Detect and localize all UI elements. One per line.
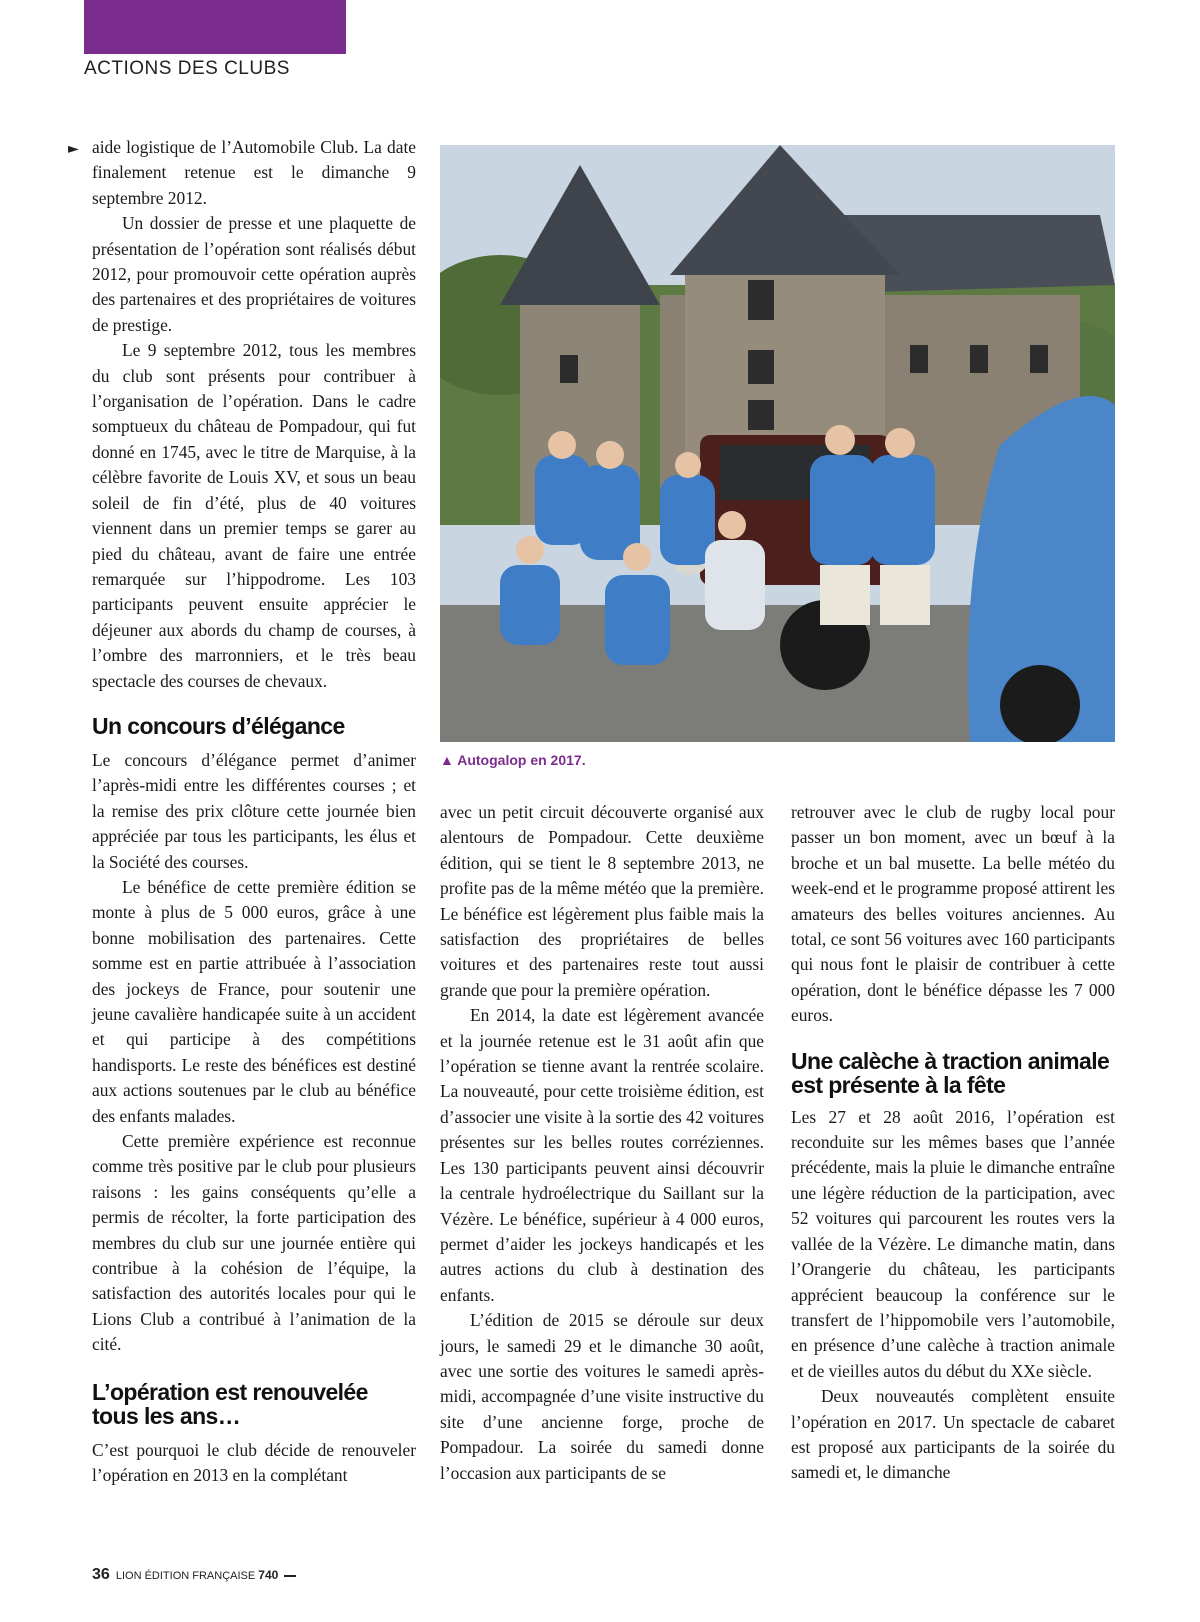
photo-caption: ▲ Autogalop en 2017.	[440, 752, 586, 768]
issue-number: 740	[258, 1568, 279, 1582]
paragraph: retrouver avec le club de rugby local pour passer un bon moment, avec un bœuf à la broche et un bal musette. La belle météo du week-end et le programme proposé attirent les amateurs des belles voitures anciennes. Au total, ce sont 56 voitures avec 160 participants qui nous font le plaisir de contribuer à cette opération, dont le bénéfice dépasse les 7 000 euros.	[791, 802, 1115, 1026]
paragraph: Le 9 septembre 2012, tous les membres du club sont présents pour contribuer à l’organisation de l’opération. Dans le cadre somptueux du château de Pompadour, qui fut donné en 1745, avec le titre de Marquise, à la célèbre favorite de Louis XV, et sous un beau soleil de fin d’été, plus de 40 voitures viennent dans un premier temps se garer au pied du château, avant de faire une entrée remarquée sur l’hippodrome. Les 103 participants peuvent ensuite apprécier le déjeuner aux abords du champ de courses, à l’ombre des marronniers, et le très beau spectacle des courses de chevaux.	[92, 340, 416, 691]
subheading: Une calèche à traction animale est présente à la fête	[791, 1047, 1110, 1098]
continuation-arrow-icon: ►	[68, 141, 79, 157]
column-3	[791, 800, 1115, 1486]
paragraph: Un dossier de presse et une plaquette de présentation de l’opération sont réalisés début 2012, pour promouvoir cette opération auprès des partenaires et des propriétaires de voitures de prestige.	[92, 213, 416, 335]
paragraph: Cette première expérience est reconnue comme très positive par le club pour plusieurs raisons : les gains conséquents qu’elle a permis de récolter, la forte participation des membres du club sur une journée entière qui contribue à la cohésion de l’équipe, la satisfaction des autorités locales pour qui le Lions Club a contribué à l’animation de la cité.	[92, 1131, 416, 1355]
footer-dash	[284, 1575, 296, 1577]
subheading: L’opération est renouvelée tous les ans…	[92, 1378, 368, 1429]
column-2	[440, 800, 764, 1486]
paragraph: avec un petit circuit découverte organisé aux alentours de Pompadour. Cette deuxième édition, qui se tient le 8 septembre 2013, ne profite pas de la même météo que la première. Le bénéfice est légèrement plus faible mais la satisfaction des propriétaires de belles voitures et des partenaires reste tout aussi grande que pour la première opération.	[440, 802, 764, 1000]
page-footer	[92, 1566, 296, 1584]
page-number: 36	[92, 1566, 110, 1583]
paragraph: En 2014, la date est légèrement avancée et la journée retenue est le 31 août afin que l’opération se tienne avant la rentrée scolaire. La nouveauté, pour cette troisième édition, est d’associer une visite à la sortie des 42 voitures présentes sur les belles routes corréziennes. Les 130 participants peuvent ainsi découvrir la centrale hydroélectrique du Saillant sur la Vézère. Le bénéfice, supérieur à 4 000 euros, permet d’aider les jockeys handicapés et les autres actions du club à destination des enfants.	[440, 1005, 764, 1305]
paragraph: Les 27 et 28 août 2016, l’opération est reconduite sur les mêmes bases que l’année précédente, mais la pluie le dimanche entraîne une légère réduction de la participation, avec 52 voitures qui parcourent les routes vers la vallée de la Vézère. Le dimanche matin, dans l’Orangerie du château, les participants apprécient beaucoup la conférence sur le transfert de l’hippomobile vers l’automobile, en présence d’une calèche à traction animale et de vieilles autos du début du XXe siècle.	[791, 1106, 1115, 1381]
paragraph: Le bénéfice de cette première édition se monte à plus de 5 000 euros, grâce à une bonne mobilisation des partenaires. Cette somme est en partie attribuée à l’association des jockeys de France, pour soutenir une jeune cavalière handicapée suite à un accident et qui participe à des compétitions handisports. Le reste des bénéfices est destiné aux actions soutenues par le club au bénéfice des enfants malades.	[92, 876, 416, 1126]
paragraph: aide logistique de l’Automobile Club. La date finalement retenue est le dimanche 9 septembre 2012.	[92, 137, 416, 208]
paragraph: L’édition de 2015 se déroule sur deux jours, le samedi 29 et le dimanche 30 août, avec une sortie des voitures le samedi après-midi, accompagnée d’une visite instructive du site d’une ancienne forge, proche de Pompadour. La soirée du samedi donne l’occasion aux participants de se	[440, 1310, 764, 1483]
subheading: Un concours d’élégance	[92, 712, 345, 739]
section-label: ACTIONS DES CLUBS	[84, 58, 290, 79]
paragraph: C’est pourquoi le club décide de renouveler l’opération en 2013 en la complétant	[92, 1439, 416, 1486]
photo-autogalop-2017	[440, 145, 1115, 742]
photo-illustration	[440, 145, 1115, 742]
section-color-bar	[84, 0, 346, 54]
paragraph: Deux nouveautés complètent ensuite l’opération en 2017. Un spectacle de cabaret est proposé aux participants de la soirée du samedi et, le dimanche	[791, 1386, 1115, 1483]
publication-name: LION ÉDITION FRANÇAISE	[115, 1570, 256, 1582]
column-1	[92, 135, 416, 1489]
paragraph: Le concours d’élégance permet d’animer l’après-midi entre les différentes courses ; et la remise des prix clôture cette journée bien appréciée par tous les participants, les élus et la Société des courses.	[92, 749, 416, 872]
